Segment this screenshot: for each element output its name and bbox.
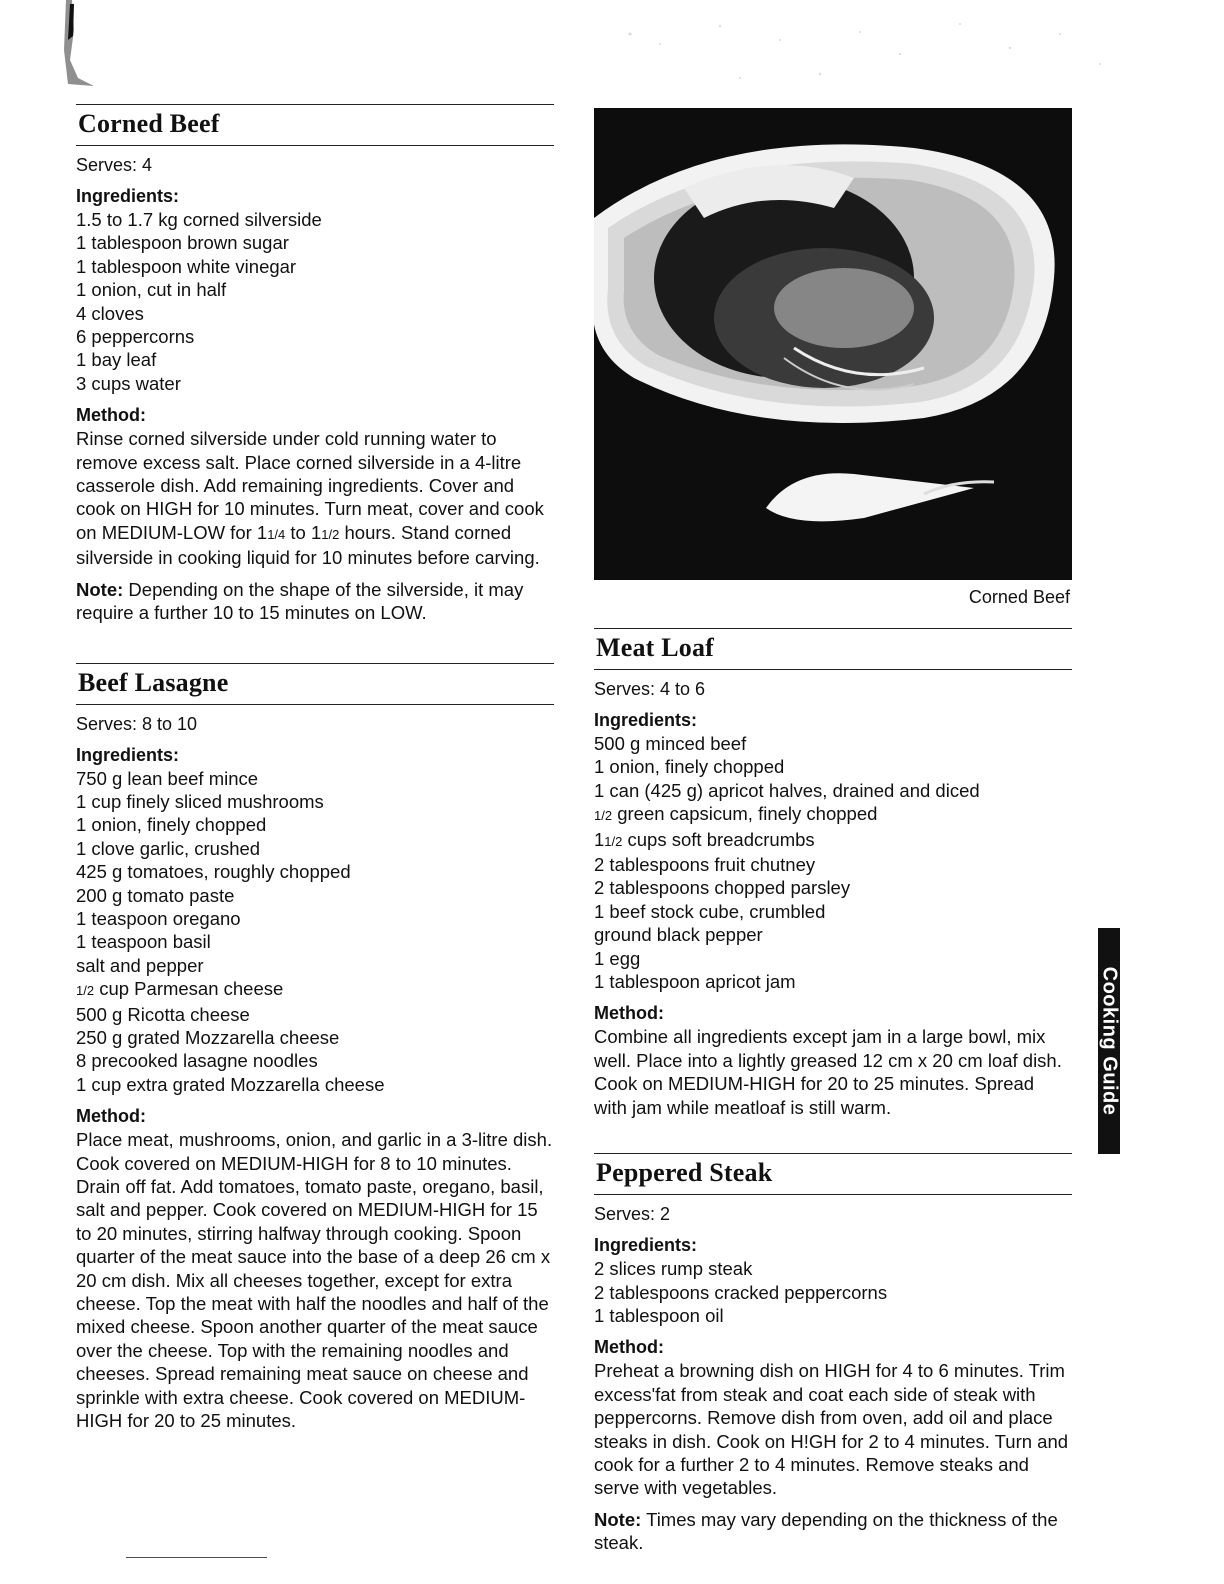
fraction: 1/2 [604,833,623,849]
ingredient-item: 500 g Ricotta cheese [76,1003,250,1025]
recipe-title-rule [594,628,1072,670]
method-label: Method: [594,1337,664,1358]
serves-text: Serves: 2 [594,1204,671,1225]
left-column [76,104,554,1432]
ingredient-item: 1 teaspoon oregano [76,907,241,929]
method-text: Combine all ingredients except jam in a large bowl, mix well. Place into a lightly greased 12 cm x 20 cm loaf dish. Cook on MEDIUM-HIGH for 20 to 25 minutes. Spread with jam while meatloaf is still warm. [594,1026,1062,1118]
fraction: 1/4 [267,526,286,542]
ingredient-item: 2 tablespoons fruit chutney [594,854,816,876]
photo-illustration [594,108,1072,580]
section-side-tab [1098,928,1120,1154]
ingredients-label: Ingredients: [594,710,698,730]
ingredient-text: 1 [594,828,605,850]
ingredient-item [594,828,1072,853]
scan-smudge [64,0,104,86]
fraction: 1/2 [76,983,95,999]
ingredient-item: 2 tablespoons chopped parsley [594,877,851,899]
note-label: Note: [594,1508,642,1530]
method-label: Method: [76,405,146,426]
side-tab-label: Cooking Guide [1098,966,1121,1116]
recipe-title-rule [76,663,554,705]
scan-noise [600,4,1120,94]
ingredient-item: 200 g tomato paste [76,884,235,906]
ingredient-item [594,802,1072,827]
bottom-rule [126,1557,267,1558]
method-text [76,427,554,569]
recipe-corned-beef [76,104,554,625]
recipe-beef-lasagne [76,663,554,1433]
ingredient-item: 1 onion, finely chopped [594,756,785,778]
note-text [594,1508,1072,1555]
method-text-part: hours. Stand corned silverside in cooking liquid for 10 minutes before carving. [76,521,540,569]
ingredients-label: Ingredients: [594,1235,698,1256]
recipe-title: Meat Loaf [596,633,715,662]
ingredient-list [76,767,554,1097]
recipe-title: Corned Beef [78,109,220,138]
ingredient-item: 1 tablespoon brown sugar [76,232,289,254]
corned-beef-photo [594,108,1072,580]
method-text-part: Rinse corned silverside under cold running water to remove excess salt. Place corned silverside in a 4-litre casserole dish. Add remaining ingredients. Cover and cook on HIGH for 10 minutes. Turn meat, cover and cook on MEDIUM-LOW for 1 [76,428,544,543]
note-label: Note: [76,578,124,600]
ingredient-item: 1 egg [594,947,641,969]
method-text-part: to 1 [285,521,322,543]
fraction: 1/2 [594,808,613,824]
ingredient-item: 1 tablespoon white vinegar [76,255,297,277]
ingredient-item: 2 tablespoons cracked peppercorns [594,1281,888,1303]
ingredient-item: salt and pepper [76,954,204,976]
recipe-photo-figure [594,108,1072,608]
ingredient-item: 1 cup finely sliced mushrooms [76,790,324,812]
ingredient-item: 1.5 to 1.7 kg corned silverside [76,209,322,230]
ingredient-item: 1 onion, cut in half [76,279,227,301]
ingredient-item: 3 cups water [76,372,181,394]
ingredient-item: 6 peppercorns [76,326,195,348]
recipe-title-rule [594,1153,1072,1195]
method-text: Preheat a browning dish on HIGH for 4 to 6 minutes. Trim excess'fat from steak and coat each side of steak with peppercorns. Remove dish from oven, add oil and place steaks in dish. Cook on H!GH for 2 to 4 minutes. Turn and cook for a further 2 to 4 minutes. Remove steaks and serve with vegetables. [594,1360,1069,1499]
ingredient-item: 8 precooked lasagne noodles [76,1050,318,1072]
fraction: 1/2 [321,526,340,542]
ingredient-item: 1 beef stock cube, crumbled [594,900,826,922]
method-label: Method: [76,1106,146,1127]
ingredient-item: 250 g grated Mozzarella cheese [76,1026,340,1048]
ingredient-item: 500 g minced beef [594,733,747,754]
ingredient-list [594,732,1072,993]
ingredient-item: 1 tablespoon oil [594,1304,724,1326]
ingredients-label: Ingredients: [76,744,180,765]
serves-text: Serves: 4 [76,155,153,175]
method-label: Method: [594,1003,664,1024]
photo-caption: Corned Beef [968,587,1070,607]
ingredient-item: 1 bay leaf [76,349,157,371]
ingredient-text: green capsicum, finely chopped [612,803,878,825]
ingredient-item: 2 slices rump steak [594,1258,753,1280]
ingredient-item: ground black pepper [594,924,763,946]
ingredient-item: 1 teaspoon basil [76,931,211,953]
ingredient-item: 1 clove garlic, crushed [76,837,261,859]
recipe-meat-loaf [594,628,1072,1119]
note-text [76,578,554,625]
ingredient-list [76,208,554,395]
recipe-peppered-steak [594,1153,1072,1554]
recipe-title: Peppered Steak [596,1158,773,1188]
note-body: Times may vary depending on the thickness of the steak. [594,1508,1058,1554]
ingredient-text: cups soft breadcrumbs [622,828,815,850]
ingredient-item: 750 g lean beef mince [76,767,259,789]
ingredient-item: 1 onion, finely chopped [76,814,267,836]
serves-text: Serves: 8 to 10 [76,713,198,734]
ingredient-item: 1 tablespoon apricot jam [594,971,796,993]
recipe-title: Beef Lasagne [78,667,229,697]
ingredient-item [76,977,554,1002]
ingredient-item: 4 cloves [76,302,144,324]
ingredient-text: cup Parmesan cheese [94,978,284,1000]
method-text: Place meat, mushrooms, onion, and garlic in a 3-litre dish. Cook covered on MEDIUM-HIGH for 8 to 10 minutes. Drain off fat. Add tomatoes, tomato paste, oregano, basil, salt and pepper. Cook covered on MEDIUM-HIGH for 15 to 20 minutes, stirring halfway through cooking. Spoon quarter of the meat sauce into the base of a deep 26 cm x 20 cm dish. Mix all cheeses together, except for extra cheese. Top the meat with half the noodles and half of the mixed cheese. Spoon another quarter of the meat sauce over the cheese. Top with the remaining noodles and cheeses. Spread remaining meat sauce on cheese and sprinkle with extra cheese. Cook covered on MEDIUM-HIGH for 20 to 25 minutes. [76,1129,553,1432]
right-column [594,108,1072,1555]
ingredient-item: 1 can (425 g) apricot halves, drained and diced [594,779,980,801]
ingredient-list [594,1257,1072,1327]
ingredients-label: Ingredients: [76,186,180,206]
ingredient-item: 1 cup extra grated Mozzarella cheese [76,1073,385,1095]
serves-text: Serves: 4 to 6 [594,679,706,699]
note-body: Depending on the shape of the silverside, it may require a further 10 to 15 minutes on LOW. [76,578,524,624]
recipe-title-rule [76,104,554,146]
ingredient-item: 425 g tomatoes, roughly chopped [76,861,351,883]
